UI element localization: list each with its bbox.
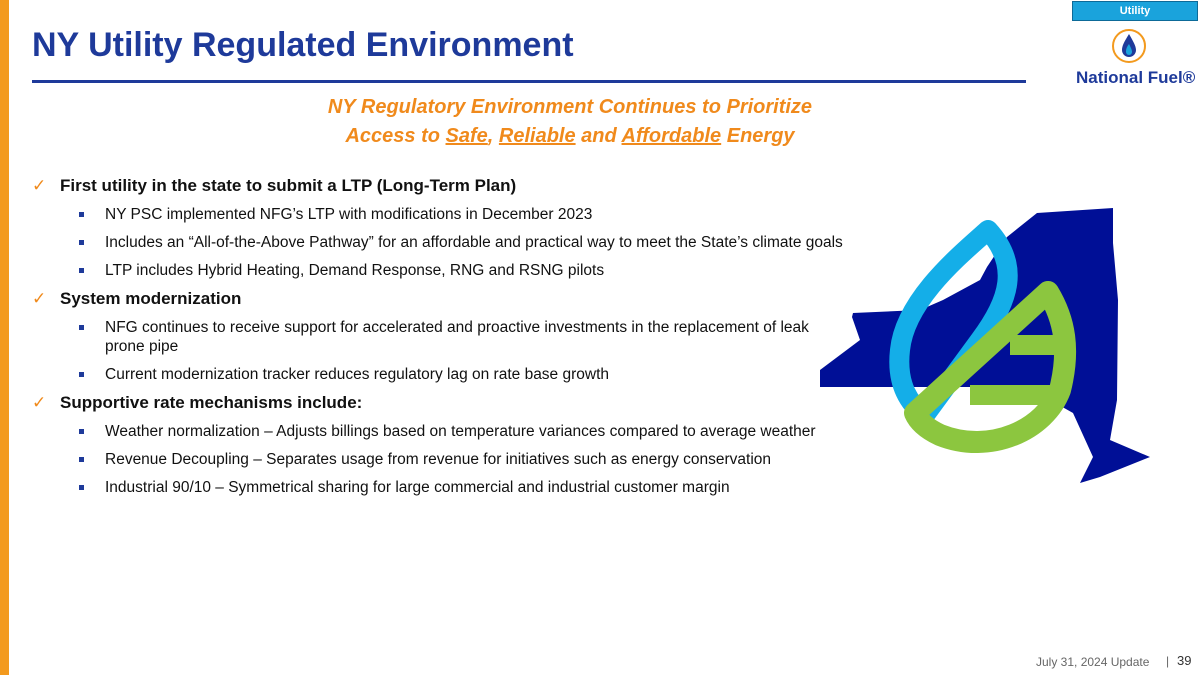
subtitle-reliable: Reliable [498,125,576,147]
list-item [32,205,847,224]
heading-text: System modernization [60,289,242,308]
square-bullet-icon [79,457,84,462]
subtitle-text: Energy [721,125,795,147]
subtitle-affordable: Affordable [621,125,722,147]
checkmark-icon: ✓ [32,393,47,412]
item-text: Includes an “All-of-the-Above Pathway” for an affordable and practical way to meet the State’s climate goals [105,234,843,251]
bullet-list [32,176,847,506]
checkmark-icon: ✓ [32,289,47,308]
item-text: LTP includes Hybrid Heating, Demand Response, RNG and RSNG pilots [105,262,605,279]
list-item [32,478,847,497]
item-text: NY PSC implemented NFG’s LTP with modifications in December 2023 [105,206,593,223]
list-item [32,365,847,384]
page-title: NY Utility Regulated Environment [32,26,574,64]
square-bullet-icon [79,240,84,245]
item-text: Weather normalization – Adjusts billings based on temperature variances compared to average weather [105,423,816,440]
list-item [32,422,847,441]
list-item [32,261,847,280]
page-number: 39 [1177,653,1192,668]
section-heading [32,176,847,196]
subtitle-text: and [575,125,622,147]
section-heading [32,289,847,309]
list-item [32,233,847,252]
checkmark-icon: ✓ [32,176,47,195]
subtitle-line1: NY Regulatory Environment Continues to Prioritize [327,96,813,118]
segment-tag: Utility [1072,1,1198,21]
footer-separator: | [1166,654,1170,668]
list-item [32,450,847,469]
item-text: Revenue Decoupling – Separates usage from revenue for initiatives such as energy conservation [105,451,772,468]
item-text: Current modernization tracker reduces regulatory lag on rate base growth [105,366,610,383]
brand-logo-text: National Fuel® [1076,68,1196,87]
subtitle-safe: Safe [445,125,488,147]
square-bullet-icon [79,372,84,377]
square-bullet-icon [79,429,84,434]
section-heading [32,393,847,413]
item-text: Industrial 90/10 – Symmetrical sharing for large commercial and industrial customer margin [105,479,730,496]
square-bullet-icon [79,325,84,330]
heading-text: Supportive rate mechanisms include: [60,393,363,412]
subtitle-text: Access to [345,125,446,147]
footer-date: July 31, 2024 Update [1036,655,1150,669]
heading-text: First utility in the state to submit a LTP (Long-Term Plan) [60,176,517,195]
square-bullet-icon [79,268,84,273]
square-bullet-icon [79,485,84,490]
list-item [32,318,847,356]
square-bullet-icon [79,212,84,217]
subtitle-text: , [487,125,499,147]
item-text: NFG continues to receive support for accelerated and proactive investments in the replacement of leak prone pipe [105,319,809,355]
